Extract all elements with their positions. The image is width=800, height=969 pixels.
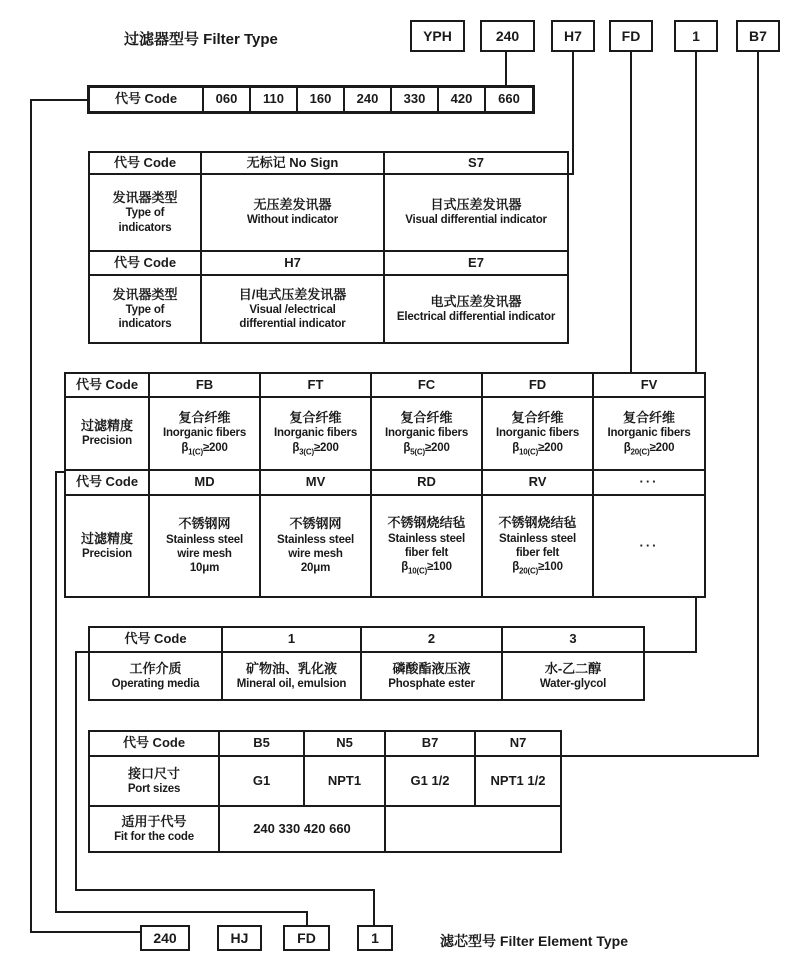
element-code-box-precision: FD: [283, 925, 330, 951]
beta-value: ≥200: [649, 441, 675, 454]
beta-subscript: 20(C): [519, 566, 539, 576]
table-row: [89, 731, 561, 756]
cell-line: Phosphate ester: [388, 677, 475, 690]
connector-line: [630, 52, 632, 373]
cell-line: Precision: [82, 435, 132, 448]
cell-line: 复合纤维: [289, 410, 342, 426]
cell-line: 目式压差发讯器: [430, 197, 522, 213]
beta-subscript: 20(C): [630, 446, 650, 456]
connector-line: [75, 651, 89, 653]
table-row: [89, 275, 568, 343]
table-row: [89, 152, 568, 174]
size-code-table: [87, 85, 535, 114]
connector-line: [30, 931, 140, 933]
table-row: [89, 756, 561, 806]
table-cell: 2: [361, 627, 502, 652]
table-cell: [201, 174, 384, 251]
filter-code-box-precision: FD: [609, 20, 653, 52]
table-cell: [65, 495, 149, 597]
filter-code-box-indicator: H7: [551, 20, 595, 52]
beta-value: ≥200: [313, 441, 339, 454]
table-cell: FV: [593, 373, 705, 397]
beta-symbol: β: [512, 561, 520, 574]
table-cell: FC: [371, 373, 482, 397]
beta-value: ≥100: [427, 561, 452, 574]
cell-line: Visual /electrical: [249, 303, 336, 316]
cell-line: wire mesh: [288, 547, 343, 560]
table-cell: NPT1 1/2: [475, 756, 561, 806]
cell-line: Type of: [125, 207, 165, 220]
table-cell: [593, 397, 705, 470]
cell-line: fiber felt: [404, 546, 449, 559]
table-row: [89, 174, 568, 251]
table-cell: RV: [482, 470, 593, 495]
table-cell: FB: [149, 373, 260, 397]
cell-line: [484, 441, 591, 457]
cell-line: [484, 560, 591, 576]
table-cell: RD: [371, 470, 482, 495]
table-row: [65, 470, 705, 495]
cell-line: 20μm: [300, 562, 331, 575]
cell-line: 矿物油、乳化液: [245, 660, 337, 676]
cell-line: 发讯器类型: [112, 190, 178, 205]
table-cell: [89, 275, 201, 343]
beta-symbol: β: [181, 441, 189, 454]
cell-line: Visual differential indicator: [405, 214, 547, 227]
connector-line: [30, 99, 89, 101]
table-cell: [482, 495, 593, 597]
table-cell: [89, 806, 219, 852]
beta-symbol: β: [401, 561, 409, 574]
cell-line: 水-乙二醇: [544, 660, 602, 676]
filter-type-label: 过滤器型号 Filter Type: [124, 31, 278, 48]
table-cell: 无标记 No Sign: [201, 152, 384, 174]
cell-line: 无压差发讯器: [253, 197, 332, 213]
cell-line: 过滤精度: [80, 418, 133, 434]
table-cell: 060: [203, 87, 250, 113]
cell-line: Operating media: [111, 677, 200, 690]
cell-line: 复合纤维: [511, 410, 564, 426]
cell-line: indicators: [118, 221, 172, 234]
table-cell: N7: [475, 731, 561, 756]
cell-line: 复合纤维: [178, 410, 231, 426]
table-cell: [149, 397, 260, 470]
table-cell: G1 1/2: [385, 756, 475, 806]
table-cell: N5: [304, 731, 385, 756]
cell-line: Inorganic fibers: [495, 427, 580, 440]
filter-code-box-port: B7: [736, 20, 780, 52]
table-cell: 660: [485, 87, 534, 113]
element-code-box-series: HJ: [217, 925, 262, 951]
filter-code-box-media: 1: [674, 20, 718, 52]
table-cell: [384, 275, 568, 343]
cell-line: Inorganic fibers: [384, 427, 469, 440]
port-sizes-table: [88, 730, 562, 853]
table-cell: 代号 Code: [89, 152, 201, 174]
table-cell: [385, 806, 561, 852]
cell-line: [262, 441, 369, 457]
beta-subscript: 3(C): [299, 446, 314, 456]
beta-value: ≥200: [424, 441, 450, 454]
cell-line: Stainless steel: [499, 532, 576, 545]
precision-table: [64, 372, 706, 598]
cell-line: Mineral oil, emulsion: [236, 677, 347, 690]
cell-line: wire mesh: [177, 547, 232, 560]
table-cell: 代号 Code: [65, 470, 149, 495]
table-cell: 代号 Code: [89, 251, 201, 275]
cell-line: Inorganic fibers: [273, 427, 358, 440]
cell-line: 接口尺寸: [127, 765, 180, 781]
connector-line: [75, 889, 375, 891]
table-cell: S7: [384, 152, 568, 174]
table-cell: E7: [384, 251, 568, 275]
cell-line: Stainless steel: [166, 533, 243, 546]
table-cell: 160: [297, 87, 344, 113]
connector-line: [55, 471, 57, 913]
table-row: [89, 251, 568, 275]
table-cell: [260, 397, 371, 470]
table-row: [65, 373, 705, 397]
table-cell: [371, 397, 482, 470]
beta-value: ≥200: [202, 441, 228, 454]
table-row: [89, 627, 644, 652]
filter-code-box-series: YPH: [410, 20, 465, 52]
table-cell: [89, 652, 222, 700]
table-cell: FD: [482, 373, 593, 397]
table-cell: [361, 652, 502, 700]
table-cell: [260, 495, 371, 597]
beta-value: ≥200: [538, 441, 563, 454]
beta-value: ≥100: [538, 561, 563, 574]
cell-line: differential indicator: [239, 318, 346, 331]
cell-line: 10μm: [189, 562, 220, 575]
cell-line: fiber felt: [515, 546, 560, 559]
table-row: [65, 495, 705, 597]
table-cell: 330: [391, 87, 438, 113]
table-row: [65, 397, 705, 470]
table-cell: [384, 174, 568, 251]
table-cell: 110: [250, 87, 297, 113]
connector-line: [55, 911, 308, 913]
table-cell: 代号 Code: [89, 731, 219, 756]
connector-line: [75, 651, 77, 891]
connector-line: [306, 911, 308, 925]
beta-symbol: β: [292, 441, 300, 454]
table-cell: G1: [219, 756, 304, 806]
cell-line: [595, 441, 703, 457]
cell-line: Without indicator: [246, 214, 339, 227]
cell-line: [373, 441, 480, 457]
table-cell: [222, 652, 361, 700]
beta-symbol: β: [403, 441, 411, 454]
cell-line: 复合纤维: [622, 410, 675, 426]
table-cell: [65, 397, 149, 470]
table-cell: B5: [219, 731, 304, 756]
cell-line: 适用于代号: [121, 813, 187, 829]
connector-line: [540, 755, 759, 757]
connector-line: [373, 889, 375, 925]
table-row: [89, 87, 534, 113]
element-code-box-media: 1: [357, 925, 393, 951]
beta-symbol: β: [512, 441, 520, 454]
cell-line: 不锈钢烧结毡: [498, 515, 577, 531]
table-row: [89, 652, 644, 700]
table-cell: 240: [344, 87, 391, 113]
cell-line: indicators: [118, 318, 172, 331]
table-cell: 1: [222, 627, 361, 652]
cell-line: 工作介质: [129, 660, 182, 676]
table-cell: FT: [260, 373, 371, 397]
table-cell: [89, 174, 201, 251]
table-cell: 代号 Code: [89, 87, 204, 113]
cell-line: 过滤精度: [80, 530, 133, 546]
table-cell: ···: [593, 470, 705, 495]
filter-code-box-size: 240: [480, 20, 535, 52]
beta-subscript: 5(C): [410, 446, 425, 456]
indicator-table: [88, 151, 569, 344]
element-code-box-size: 240: [140, 925, 190, 951]
cell-line: Stainless steel: [388, 532, 465, 545]
cell-line: 不锈钢烧结毡: [387, 515, 466, 531]
cell-line: [373, 560, 480, 576]
table-cell: 420: [438, 87, 485, 113]
table-cell: [89, 756, 219, 806]
cell-line: Fit for the code: [114, 830, 194, 843]
operating-media-table: [88, 626, 645, 701]
table-cell: 240 330 420 660: [219, 806, 385, 852]
cell-line: Type of: [125, 303, 165, 316]
cell-line: Electrical differential indicator: [396, 310, 556, 323]
cell-line: Water-glycol: [539, 677, 607, 690]
connector-line: [757, 52, 759, 757]
table-cell: NPT1: [304, 756, 385, 806]
table-cell: 代号 Code: [89, 627, 222, 652]
table-cell: ···: [593, 495, 705, 597]
cell-line: 电式压差发讯器: [430, 293, 522, 309]
cell-line: Precision: [82, 547, 132, 560]
cell-line: 磷酸酯液压液: [392, 660, 471, 676]
beta-symbol: β: [623, 441, 631, 454]
filter-element-type-label: 滤芯型号 Filter Element Type: [440, 933, 628, 949]
cell-line: 不锈钢网: [289, 516, 342, 532]
table-cell: 3: [502, 627, 644, 652]
cell-line: Port sizes: [127, 782, 181, 795]
table-cell: [371, 495, 482, 597]
cell-line: 发讯器类型: [112, 286, 178, 302]
cell-line: Stainless steel: [277, 533, 354, 546]
connector-line: [30, 99, 32, 933]
beta-subscript: 10(C): [519, 446, 539, 456]
table-cell: [502, 652, 644, 700]
cell-line: Inorganic fibers: [162, 427, 247, 440]
table-cell: [201, 275, 384, 343]
cell-line: 目/电式压差发讯器: [238, 286, 347, 302]
beta-subscript: 10(C): [408, 566, 428, 576]
table-cell: H7: [201, 251, 384, 275]
table-cell: [149, 495, 260, 597]
table-cell: MD: [149, 470, 260, 495]
connector-line: [572, 52, 574, 175]
cell-line: 复合纤维: [400, 410, 453, 426]
table-cell: [482, 397, 593, 470]
cell-line: 不锈钢网: [178, 516, 231, 532]
cell-line: Inorganic fibers: [607, 427, 691, 440]
beta-subscript: 1(C): [188, 446, 203, 456]
cell-line: [151, 441, 258, 457]
table-cell: 代号 Code: [65, 373, 149, 397]
table-row: [89, 806, 561, 852]
table-cell: B7: [385, 731, 475, 756]
table-cell: MV: [260, 470, 371, 495]
